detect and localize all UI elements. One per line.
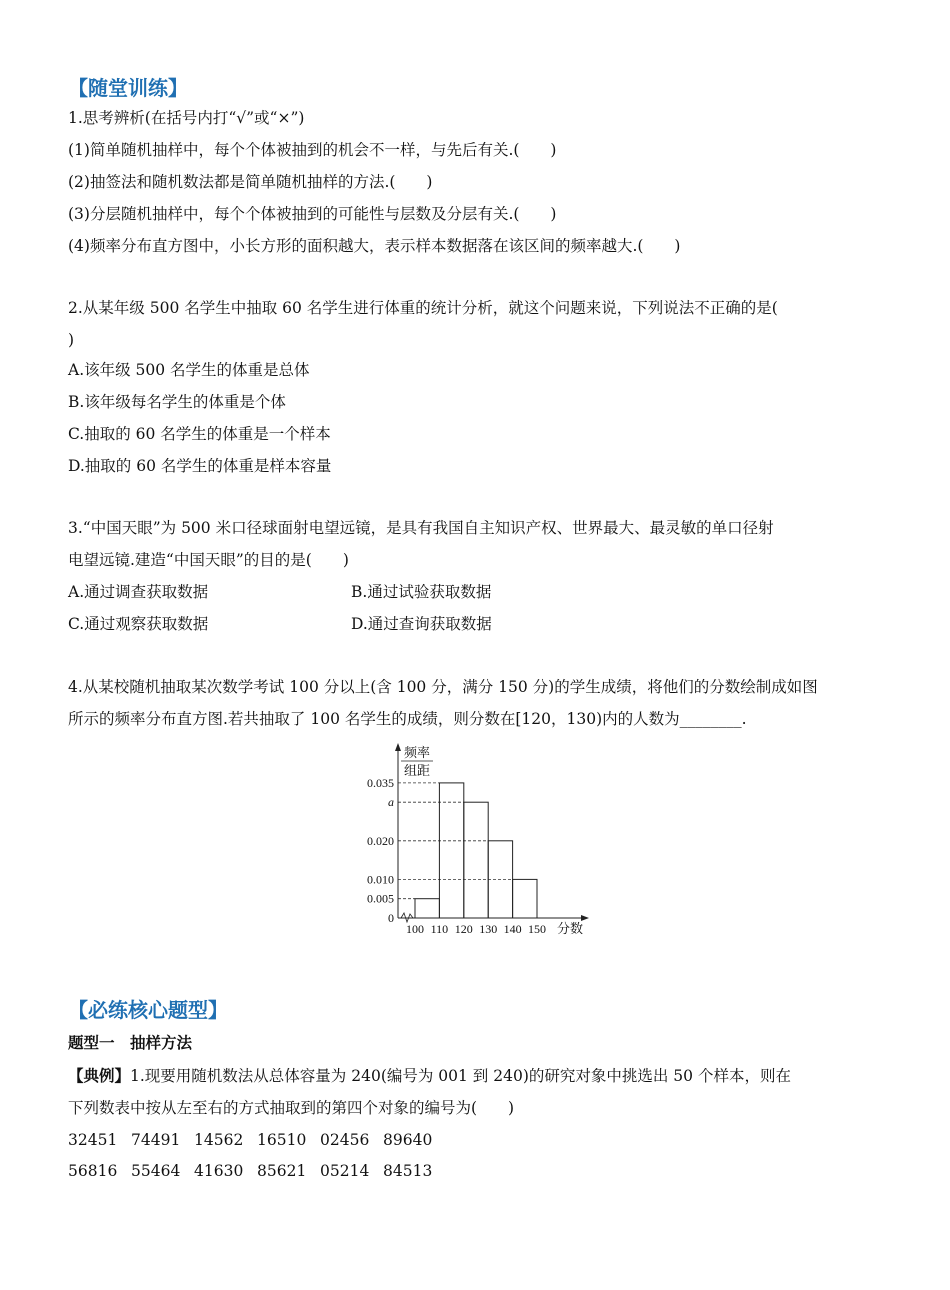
x-tick-label: 100	[406, 922, 424, 936]
subhead-type-1: 题型一 抽样方法	[68, 1034, 193, 1052]
table-cell: 32451	[68, 1131, 118, 1149]
q3-option-b: B.通过试验获取数据	[351, 583, 492, 601]
random-table-row-1	[68, 1130, 446, 1150]
q2-option-b: B.该年级每名学生的体重是个体	[68, 393, 286, 411]
q3-options-row1	[68, 582, 492, 602]
q1-item-4: (4)频率分布直方图中，小长方形的面积越大，表示样本数据落在该区间的频率越大.( )	[68, 237, 681, 255]
x-tick-label: 110	[430, 922, 449, 936]
y-tick-label: 0.020	[367, 833, 394, 848]
example-text: 1.现要用随机数法从总体容量为 240(编号为 001 到 240)的研究对象中挑选出 50 个样本，则在	[130, 1067, 791, 1085]
table-cell: 55464	[131, 1162, 181, 1180]
q3-option-d: D.通过查询获取数据	[351, 615, 492, 633]
table-cell: 56816	[68, 1162, 118, 1180]
q4-stem-line2: 所示的频率分布直方图.若共抽取了 100 名学生的成绩，则分数在[120，130)内的人数为________.	[68, 710, 747, 728]
q2-stem-line2: )	[68, 331, 75, 349]
q3-option-c: C.通过观察获取数据	[68, 615, 209, 633]
frequency-histogram	[355, 740, 595, 940]
q1-stem: 1.思考辨析(在括号内打“√”或“×”)	[68, 109, 305, 127]
q2-option-c: C.抽取的 60 名学生的体重是一个样本	[68, 425, 331, 443]
section-title-core: 【必练核心题型】	[68, 998, 228, 1022]
x-tick-label: 150	[528, 922, 546, 936]
q3-options-row2	[68, 614, 492, 634]
histogram-bar	[464, 802, 488, 918]
q2-option-a: A.该年级 500 名学生的体重是总体	[68, 361, 310, 379]
y-tick-label: a	[388, 795, 394, 810]
y-axis-label-bottom: 组距	[403, 763, 431, 778]
x-tick-label: 140	[503, 922, 522, 936]
y-axis-label-top: 频率	[403, 745, 431, 760]
example-line2: 下列数表中按从左至右的方式抽取到的第四个对象的编号为( )	[68, 1099, 515, 1117]
x-tick-label: 130	[479, 922, 498, 936]
table-cell: 14562	[194, 1131, 244, 1149]
table-cell: 16510	[257, 1131, 307, 1149]
table-cell: 85621	[257, 1162, 307, 1180]
q3-stem-line2: 电望远镜.建造“中国天眼”的目的是( )	[68, 551, 349, 569]
origin-label: 0	[388, 911, 394, 925]
q4-stem-line1: 4.从某校随机抽取某次数学考试 100 分以上(含 100 分，满分 150 分)的学生成绩，将他们的分数绘制成如图	[68, 678, 818, 696]
x-axis-label: 分数	[556, 921, 584, 936]
q3-option-a: A.通过调查获取数据	[68, 583, 209, 601]
q1-item-3: (3)分层随机抽样中，每个个体被抽到的可能性与层数及分层有关.( )	[68, 205, 557, 223]
y-axis-arrow	[395, 743, 401, 751]
example-line1	[68, 1066, 791, 1086]
section-title-practice: 【随堂训练】	[68, 76, 188, 100]
histogram-bar	[439, 783, 463, 918]
example-label: 【典例】	[68, 1067, 131, 1085]
y-tick-label: 0.005	[367, 891, 394, 906]
table-cell: 02456	[320, 1131, 370, 1149]
histogram-bar	[415, 899, 439, 918]
q2-stem-line1: 2.从某年级 500 名学生中抽取 60 名学生进行体重的统计分析，就这个问题来说，下列说法不正确的是(	[68, 299, 778, 317]
random-table-row-2	[68, 1161, 446, 1181]
x-tick-label: 120	[454, 922, 473, 936]
table-cell: 41630	[194, 1162, 244, 1180]
q1-item-1: (1)简单随机抽样中，每个个体被抽到的机会不一样，与先后有关.( )	[68, 141, 557, 159]
table-cell: 84513	[383, 1162, 433, 1180]
table-cell: 74491	[131, 1131, 181, 1149]
q1-item-2: (2)抽签法和随机数法都是简单随机抽样的方法.( )	[68, 173, 433, 191]
table-cell: 89640	[383, 1131, 433, 1149]
q2-option-d: D.抽取的 60 名学生的体重是样本容量	[68, 457, 332, 475]
y-tick-label: 0.010	[367, 872, 394, 887]
q3-stem-line1: 3.“中国天眼”为 500 米口径球面射电望远镜，是具有我国自主知识产权、世界最大、最灵敏的单口径射	[68, 519, 774, 537]
y-tick-label: 0.035	[367, 775, 394, 790]
histogram-bar	[513, 879, 537, 918]
table-cell: 05214	[320, 1162, 370, 1180]
